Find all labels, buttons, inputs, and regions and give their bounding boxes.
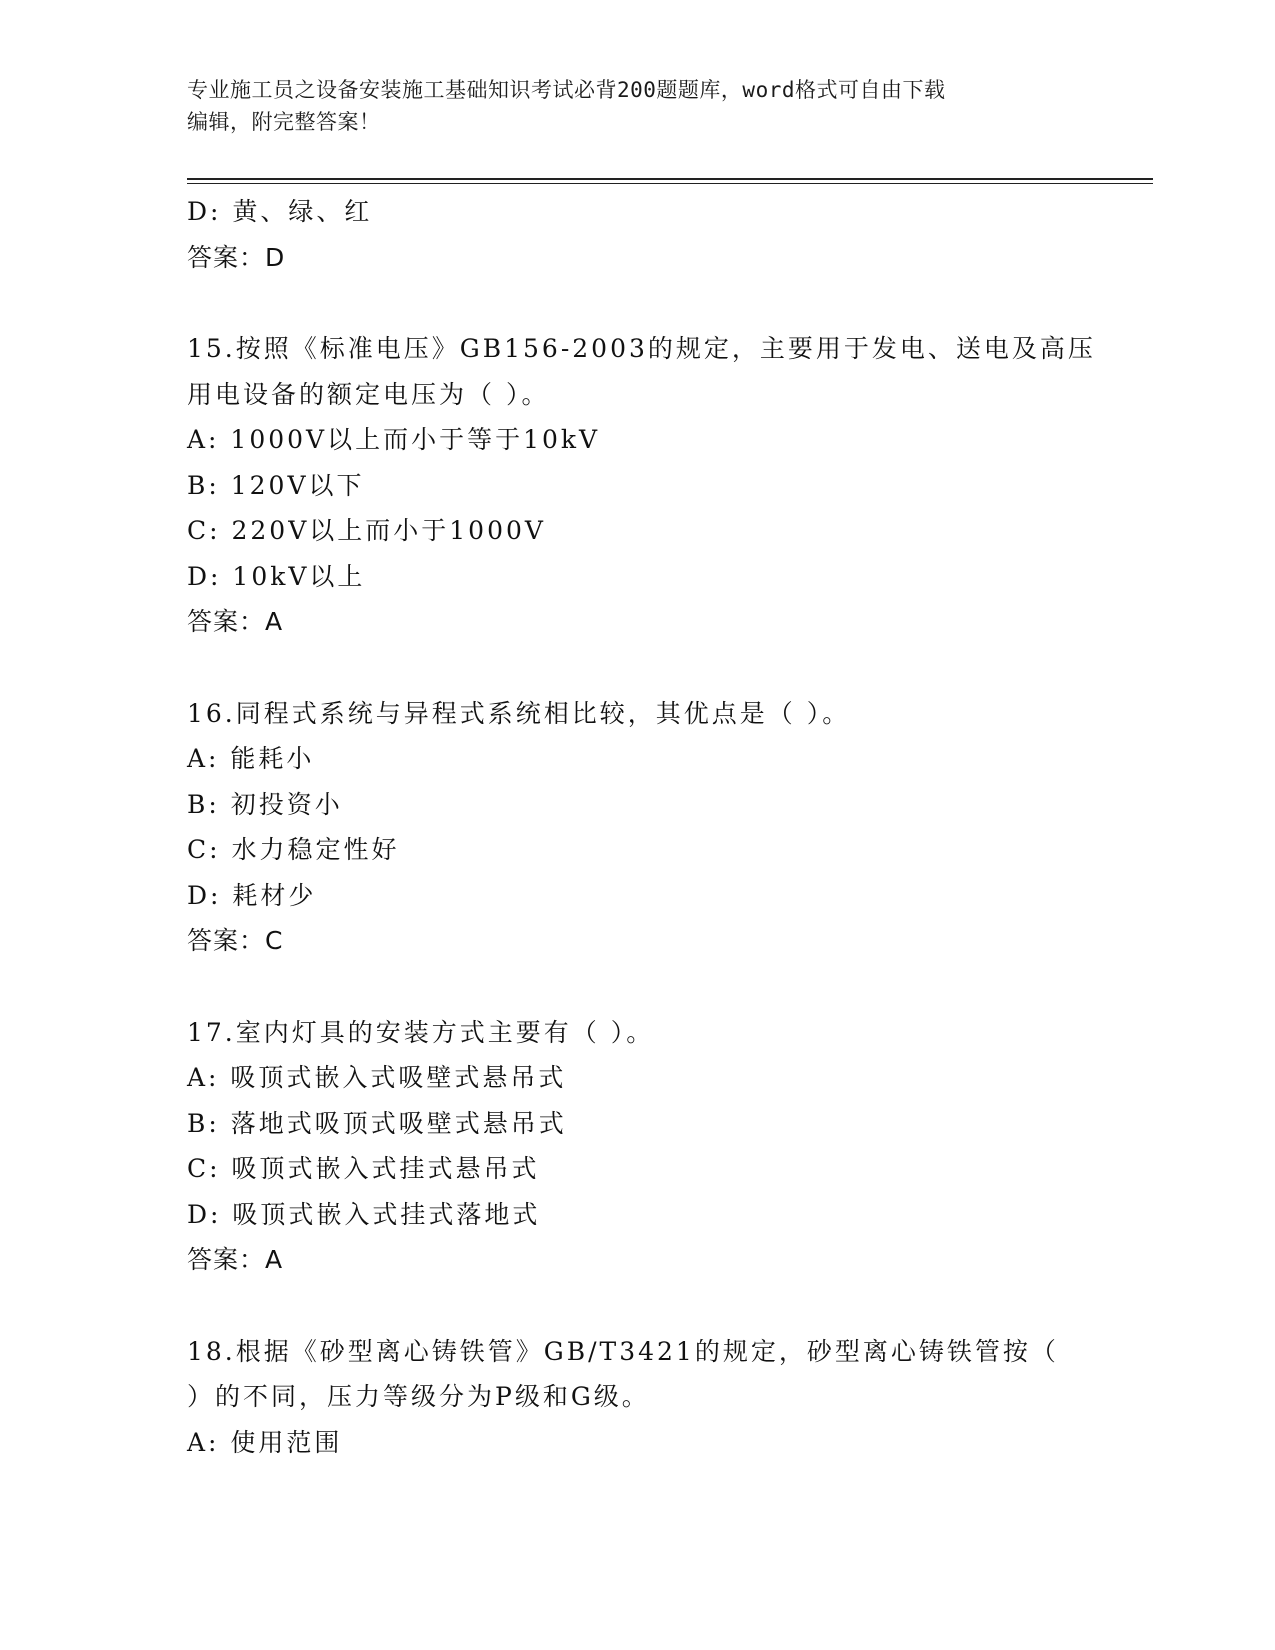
question-text-line: ）的不同，压力等级分为P级和G级。 <box>187 1382 650 1411</box>
option-line: A: 吸顶式嵌入式吸壁式悬吊式 <box>187 1063 567 1092</box>
header-line-2: 编辑，附完整答案！ <box>187 110 381 134</box>
question-15 <box>187 326 1096 645</box>
option-line: C: 吸顶式嵌入式挂式悬吊式 <box>187 1154 540 1183</box>
header-line-1: 专业施工员之设备安装施工基础知识考试必背200题题库，word格式可自由下载 <box>187 78 946 102</box>
question-text-line: 18.根据《砂型离心铸铁管》GB/T3421的规定，砂型离心铸铁管按（ <box>187 1336 1059 1366</box>
question-17 <box>187 1010 1087 1283</box>
option-line: D: 吸顶式嵌入式挂式落地式 <box>187 1199 541 1229</box>
question-text-line: 17.室内灯具的安装方式主要有（ ）。 <box>187 1017 655 1047</box>
option-line: B: 初投资小 <box>187 789 343 819</box>
question-content <box>187 189 1096 1465</box>
question-18 <box>187 1329 1087 1466</box>
option-line: D: 黄、绿、红 <box>187 197 373 226</box>
answer-line: 答案：D <box>187 242 286 272</box>
option-line: A: 能耗小 <box>187 744 315 773</box>
option-line: D: 耗材少 <box>187 880 317 910</box>
answer-line: 答案：C <box>187 926 284 955</box>
answer-line: 答案：A <box>187 1245 284 1274</box>
option-line: D: 10kV以上 <box>187 561 366 591</box>
option-line: A: 1000V以上而小于等于10kV <box>187 425 601 454</box>
answer-line: 答案：A <box>187 607 284 636</box>
question-text-line: 16.同程式系统与异程式系统相比较，其优点是（ ）。 <box>187 698 851 728</box>
header-rule-thin <box>187 183 1153 184</box>
question-text-line: 用电设备的额定电压为（ ）。 <box>187 379 550 409</box>
option-line: B: 落地式吸顶式吸壁式悬吊式 <box>187 1108 567 1138</box>
question-text-line: 15.按照《标准电压》GB156-2003的规定，主要用于发电、送电及高压 <box>187 334 1096 363</box>
option-line: B: 120V以下 <box>187 470 365 500</box>
document-header <box>187 74 1067 138</box>
header-rule-thick <box>187 178 1153 180</box>
option-line: A: 使用范围 <box>187 1427 343 1457</box>
option-line: C: 水力稳定性好 <box>187 835 400 864</box>
question-16 <box>187 691 1087 964</box>
option-line: C: 220V以上而小于1000V <box>187 516 546 545</box>
